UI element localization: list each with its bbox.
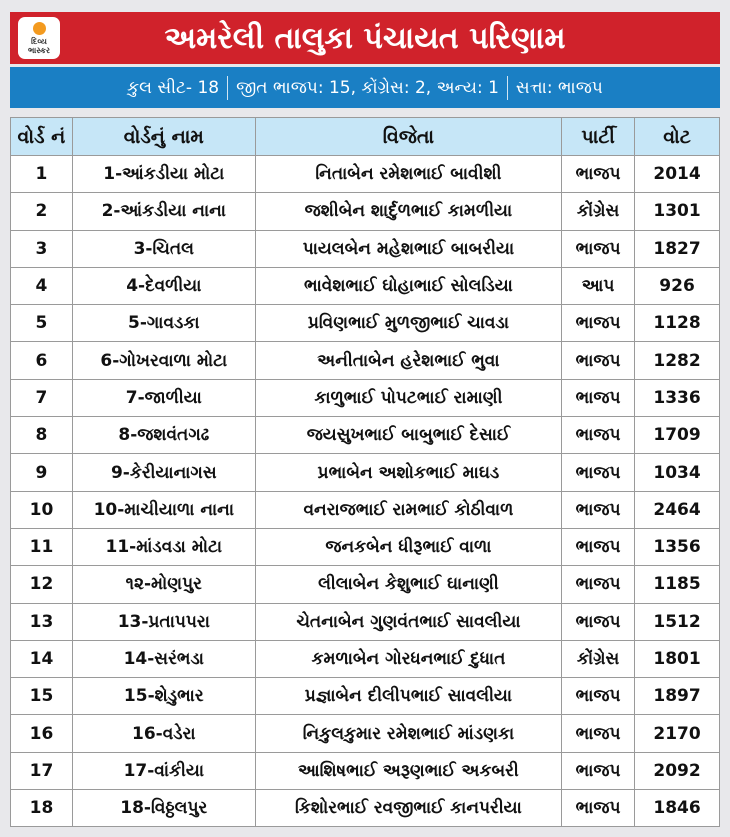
page-title: અમરેલી તાલુકા પંચાયત પરિણામ: [164, 20, 566, 56]
ward-number-cell: 10: [11, 491, 73, 528]
votes-cell: 1185: [635, 566, 720, 603]
votes-cell: 2170: [635, 715, 720, 752]
ward-number-cell: 15: [11, 678, 73, 715]
winner-cell: પ્રભાબેન અશોકભાઈ માઘડ: [255, 454, 561, 491]
ward-name-cell: 15-શેડુભાર: [72, 678, 255, 715]
ward-name-cell: 11-માંડવડા મોટા: [72, 528, 255, 565]
table-row: [11, 603, 720, 640]
winner-cell: વનરાજભાઈ રામભાઈ કોઠીવાળ: [255, 491, 561, 528]
logo-text-2: ભાસ્કર: [27, 45, 51, 55]
ward-number-cell: 2: [11, 193, 73, 230]
winner-cell: નિકુલકુમાર રમેશભાઈ માંડણકા: [255, 715, 561, 752]
winner-cell: ભાવેશભાઈ ઘોહાભાઈ સોલડિયા: [255, 267, 561, 304]
ward-number-cell: 7: [11, 379, 73, 416]
column-header-party: પાર્ટી: [562, 118, 635, 156]
ward-number-cell: 11: [11, 528, 73, 565]
ward-number-cell: 8: [11, 417, 73, 454]
ward-name-cell: 5-ગાવડકા: [72, 305, 255, 342]
votes-cell: 1356: [635, 528, 720, 565]
total-seats: કુલ સીટ- 18: [127, 77, 220, 98]
party-cell: ભાજપ: [562, 491, 635, 528]
ward-number-cell: 3: [11, 230, 73, 267]
ward-name-cell: 17-વાંકીયા: [72, 752, 255, 789]
party-cell: ભાજપ: [562, 454, 635, 491]
winner-cell: પાયલબેન મહેશભાઈ બાબરીયા: [255, 230, 561, 267]
winner-cell: કાળુભાઈ પોપટભાઈ રામાણી: [255, 379, 561, 416]
ward-name-cell: 14-સરંભડા: [72, 640, 255, 677]
party-cell: ભાજપ: [562, 715, 635, 752]
wins-summary: જીત ભાજપ: 15, કોંગ્રેસ: 2, અન્ય: 1: [236, 77, 499, 98]
ward-name-cell: 4-દેવળીયા: [72, 267, 255, 304]
party-cell: કોંગ્રેસ: [562, 193, 635, 230]
winner-cell: ચેતનાબેન ગુણવંતભાઈ સાવલીયા: [255, 603, 561, 640]
votes-cell: 1336: [635, 379, 720, 416]
ward-number-cell: 17: [11, 752, 73, 789]
ward-name-cell: 7-જાળીયા: [72, 379, 255, 416]
party-cell: ભાજપ: [562, 305, 635, 342]
ward-number-cell: 14: [11, 640, 73, 677]
party-cell: ભાજપ: [562, 603, 635, 640]
logo-text-1: દિવ્ય: [31, 36, 47, 46]
column-header-winner: વિજેતા: [255, 118, 561, 156]
votes-cell: 2464: [635, 491, 720, 528]
winner-cell: જનકબેન ધીરૂભાઈ વાળા: [255, 528, 561, 565]
table-row: [11, 752, 720, 789]
table-row: [11, 678, 720, 715]
ward-name-cell: 13-પ્રતાપપરા: [72, 603, 255, 640]
table-row: [11, 417, 720, 454]
table-row: [11, 230, 720, 267]
ward-name-cell: 1-આંકડીયા મોટા: [72, 156, 255, 193]
ward-number-cell: 4: [11, 267, 73, 304]
ward-number-cell: 12: [11, 566, 73, 603]
title-banner: [10, 12, 720, 64]
table-row: [11, 156, 720, 193]
votes-cell: 1709: [635, 417, 720, 454]
party-cell: ભાજપ: [562, 379, 635, 416]
votes-cell: 926: [635, 267, 720, 304]
party-cell: ભાજપ: [562, 752, 635, 789]
results-table: [10, 117, 720, 827]
party-cell: ભાજપ: [562, 678, 635, 715]
ward-name-cell: 16-વડેરા: [72, 715, 255, 752]
column-header-ward-number: વોર્ડ નં: [11, 118, 73, 156]
party-cell: ભાજપ: [562, 230, 635, 267]
party-cell: આપ: [562, 267, 635, 304]
party-cell: ભાજપ: [562, 417, 635, 454]
party-cell: ભાજપ: [562, 790, 635, 827]
ward-name-cell: 6-ગોખરવાળા મોટા: [72, 342, 255, 379]
table-row: [11, 491, 720, 528]
ward-name-cell: ૧૨-મોણપુર: [72, 566, 255, 603]
ward-number-cell: 6: [11, 342, 73, 379]
winner-cell: જયસુખભાઈ બાબુભાઈ દેસાઈ: [255, 417, 561, 454]
party-cell: ભાજપ: [562, 342, 635, 379]
divider: [227, 76, 228, 100]
ward-number-cell: 13: [11, 603, 73, 640]
winner-cell: કમળાબેન ગોરધનભાઈ દુધાત: [255, 640, 561, 677]
divya-bhaskar-logo: [18, 17, 60, 59]
winner-cell: નિતાબેન રમેશભાઈ બાવીશી: [255, 156, 561, 193]
ruling-party: સત્તા: ભાજપ: [515, 77, 603, 98]
votes-cell: 1034: [635, 454, 720, 491]
table-row: [11, 790, 720, 827]
ward-number-cell: 9: [11, 454, 73, 491]
votes-cell: 2014: [635, 156, 720, 193]
table-row: [11, 528, 720, 565]
winner-cell: લીલાબેન કેશુભાઈ ઘાનાણી: [255, 566, 561, 603]
table-row: [11, 640, 720, 677]
sun-icon: [33, 22, 46, 35]
winner-cell: જશીબેન શાર્દુળભાઈ કામળીયા: [255, 193, 561, 230]
votes-cell: 2092: [635, 752, 720, 789]
ward-name-cell: 9-કેરીયાનાગસ: [72, 454, 255, 491]
ward-name-cell: 2-આંકડીયા નાના: [72, 193, 255, 230]
ward-name-cell: 10-માચીયાળા નાના: [72, 491, 255, 528]
winner-cell: પ્રજ્ઞાબેન દીલીપભાઈ સાવલીયા: [255, 678, 561, 715]
table-row: [11, 305, 720, 342]
ward-number-cell: 1: [11, 156, 73, 193]
votes-cell: 1827: [635, 230, 720, 267]
winner-cell: અનીતાબેન હરેશભાઈ ભુવા: [255, 342, 561, 379]
party-cell: ભાજપ: [562, 566, 635, 603]
ward-number-cell: 18: [11, 790, 73, 827]
party-cell: ભાજપ: [562, 528, 635, 565]
votes-cell: 1128: [635, 305, 720, 342]
table-row: [11, 379, 720, 416]
ward-number-cell: 16: [11, 715, 73, 752]
column-header-ward-name: વોર્ડનું નામ: [72, 118, 255, 156]
table-row: [11, 193, 720, 230]
winner-cell: પ્રવિણભાઈ મુળજીભાઈ ચાવડા: [255, 305, 561, 342]
ward-number-cell: 5: [11, 305, 73, 342]
summary-bar: [10, 67, 720, 108]
votes-cell: 1801: [635, 640, 720, 677]
winner-cell: આશિષભાઈ અરૂણભાઈ અકબરી: [255, 752, 561, 789]
votes-cell: 1512: [635, 603, 720, 640]
table-row: [11, 715, 720, 752]
table-header: [11, 118, 720, 156]
ward-name-cell: 18-વિઠ્ઠલપુર: [72, 790, 255, 827]
party-cell: ભાજપ: [562, 156, 635, 193]
ward-name-cell: 8-જશવંતગઢ: [72, 417, 255, 454]
ward-name-cell: 3-ચિતલ: [72, 230, 255, 267]
column-header-votes: વોટ: [635, 118, 720, 156]
votes-cell: 1282: [635, 342, 720, 379]
winner-cell: કિશોરભાઈ રવજીભાઈ કાનપરીયા: [255, 790, 561, 827]
table-row: [11, 267, 720, 304]
votes-cell: 1846: [635, 790, 720, 827]
votes-cell: 1897: [635, 678, 720, 715]
votes-cell: 1301: [635, 193, 720, 230]
divider: [507, 76, 508, 100]
table-row: [11, 342, 720, 379]
table-row: [11, 454, 720, 491]
party-cell: કોંગ્રેસ: [562, 640, 635, 677]
table-row: [11, 566, 720, 603]
